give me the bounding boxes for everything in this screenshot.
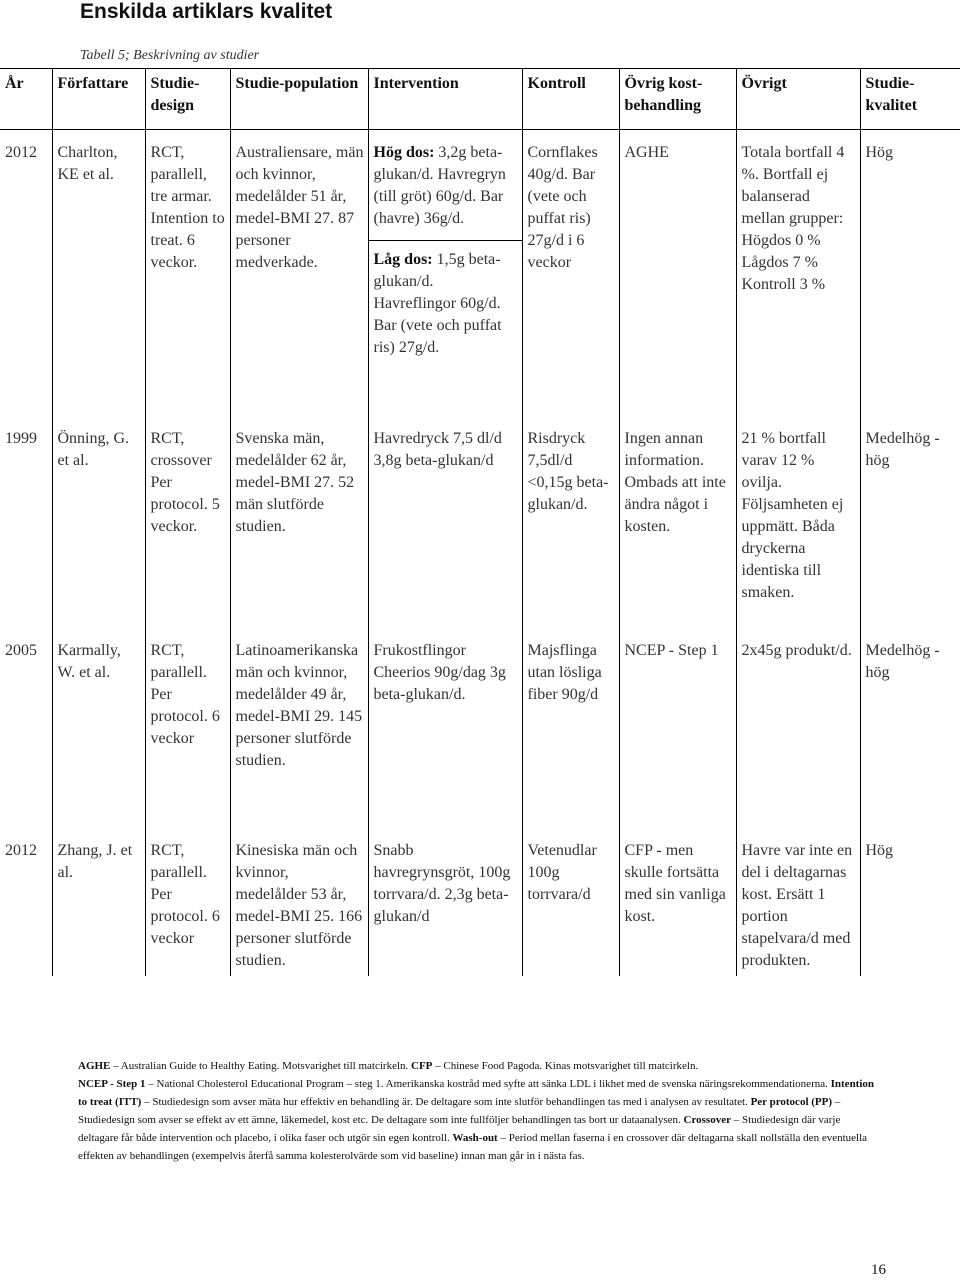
table-row-onning — [0, 414, 960, 638]
header-diet: Övrig kost-behandling — [619, 69, 736, 130]
footnote-text: – Studiedesign som avser mäta hur effektiv en behandling är. De deltagare som inte slutför behandlingen tas med i analysen av resultatet. — [141, 1096, 751, 1108]
cell-intervention — [368, 130, 522, 414]
cell-author: Zhang, J. et al. — [52, 838, 145, 976]
footnote-text: – Chinese Food Pagoda. Kinas motsvarighet till matcirkeln. — [432, 1060, 699, 1072]
table-row-charlton — [0, 130, 960, 414]
table-row-karmally — [0, 638, 960, 838]
low-dose-label: Låg dos: — [373, 251, 433, 268]
cell-design: RCT, parallell. Per protocol. 6 veckor — [145, 838, 230, 976]
cell-year: 2012 — [5, 144, 37, 161]
cell-intervention: Frukostflingor Cheerios 90g/dag 3g beta-glukan/d. — [368, 638, 522, 838]
cell-other: 2x45g produkt/d. — [736, 638, 860, 838]
cell-diet: CFP - men skulle fortsätta med sin vanliga kost. — [619, 838, 736, 976]
footnote-text: – Australian Guide to Healthy Eating. Motsvarighet till matcirkeln. — [110, 1060, 412, 1072]
high-dose-text: 3,2g beta-glukan/d. Havregryn (till gröt) 60g/d. Bar (havre) 36g/d. — [373, 144, 506, 227]
header-year: År — [0, 69, 52, 130]
header-population: Studie-population — [230, 69, 368, 130]
footnote-text: – Studiedesign där varje deltagare får både intervention och placebo, i olika faser och utgör sin egen kontroll. — [78, 1114, 841, 1144]
table-row-zhang — [0, 838, 960, 976]
footnote-term: Crossover — [683, 1114, 731, 1126]
header-intervention: Intervention — [368, 69, 522, 130]
cell-other: Totala bortfall 4 %. Bortfall ej balanserad mellan grupper: Högdos 0 % Lågdos 7 % Kontroll 3 % — [736, 130, 860, 414]
cell-population: Svenska män, medelålder 62 år, medel-BMI 27. 52 män slutförde studien. — [230, 414, 368, 638]
cell-intervention: Havredryck 7,5 dl/d 3,8g beta-glukan/d — [368, 414, 522, 638]
header-author: Författare — [52, 69, 145, 130]
cell-design: RCT, parallell, tre armar. Intention to treat. 6 veckor. — [145, 130, 230, 414]
footnote-text: – Studiedesign som avser se effekt av ett ämne, läkemedel, kost etc. De deltagare som inte fullföljer behandlingen tas bort ur dataanalysen. — [78, 1096, 841, 1126]
footnote-term: CFP — [411, 1060, 433, 1072]
cell-quality: Medelhög -hög — [860, 414, 960, 638]
cell-control: Cornflakes 40g/d. Bar (vete och puffat ris) 27g/d i 6 veckor — [522, 130, 619, 414]
cell-control: Risdryck 7,5dl/d <0,15g beta-glukan/d. — [522, 414, 619, 638]
cell-author: Önning, G. et al. — [52, 414, 145, 638]
footnote-line — [78, 1057, 878, 1075]
cell-other: 21 % bortfall varav 12 % ovilja. Följsamheten ej uppmätt. Båda dryckerna identiska till smaken. — [736, 414, 860, 638]
table-caption: Tabell 5; Beskrivning av studier — [80, 48, 260, 63]
cell-diet: AGHE — [619, 130, 736, 414]
cell-quality: Medelhög -hög — [860, 638, 960, 838]
cell-quality: Hög — [860, 130, 960, 414]
studies-table — [0, 68, 960, 976]
footnote-term: Per protocol (PP) — [750, 1096, 833, 1108]
cell-quality: Hög — [860, 838, 960, 976]
cell-control: Vetenudlar 100g torrvara/d — [522, 838, 619, 976]
footnote-line — [78, 1075, 878, 1165]
header-design: Studie-design — [145, 69, 230, 130]
cell-author: Karmally, W. et al. — [52, 638, 145, 838]
cell-design: RCT, parallell. Per protocol. 6 veckor — [145, 638, 230, 838]
footnotes — [78, 1057, 878, 1165]
cell-other: Havre var inte en del i deltagarnas kost. Ersätt 1 portion stapelvara/d med produkten. — [736, 838, 860, 976]
cell-year: 2012 — [5, 841, 37, 859]
cell-diet: NCEP - Step 1 — [619, 638, 736, 838]
footnote-text: – National Cholesterol Educational Program – steg 1. Amerikanska kostråd med syfte att sänka LDL i likhet med de svenska näringsrekommendationerna. — [145, 1078, 831, 1090]
footnote-text: – Period mellan faserna i en crossover där deltagarna skall nollställa den eventuella effekten av behandlingen (exempelvis återfå samma kolesterolvärde som vid baseline) innan man går in i nästa fas. — [78, 1132, 868, 1162]
table-header-row — [0, 69, 960, 130]
cell-design: RCT, crossover Per protocol. 5 veckor. — [145, 414, 230, 638]
cell-intervention: Snabb havregrynsgröt, 100g torrvara/d. 2,3g beta-glukan/d — [368, 838, 522, 976]
cell-year: 2005 — [5, 641, 37, 659]
header-other: Övrigt — [736, 69, 860, 130]
cell-diet: Ingen annan information. Ombads att inte ändra något i kosten. — [619, 414, 736, 638]
header-quality: Studie-kvalitet — [860, 69, 960, 130]
high-dose-label: Hög dos: — [373, 144, 435, 161]
low-dose-text: 1,5g beta-glukan/d. Havreflingor 60g/d. Bar (vete och puffat ris) 27g/d. — [373, 251, 502, 356]
section-heading: Enskilda artiklars kvalitet — [80, 0, 333, 23]
cell-control: Majsflinga utan lösliga fiber 90g/d — [522, 638, 619, 838]
header-control: Kontroll — [522, 69, 619, 130]
cell-population: Latinoamerikanska män och kvinnor, medelålder 49 år, medel-BMI 29. 145 personer slutförde studien. — [230, 638, 368, 838]
page-number: 16 — [871, 1262, 886, 1278]
low-dose-block — [369, 240, 522, 359]
footnote-term: Intention to treat (ITT) — [78, 1078, 875, 1108]
cell-author: Charlton, KE et al. — [52, 130, 145, 414]
footnote-term: AGHE — [78, 1060, 111, 1072]
cell-population: Australiensare, män och kvinnor, medelålder 51 år, medel-BMI 27. 87 personer medverkade. — [230, 130, 368, 414]
cell-population: Kinesiska män och kvinnor, medelålder 53 år, medel-BMI 25. 166 personer slutförde studien. — [230, 838, 368, 976]
footnote-term: NCEP - Step 1 — [78, 1078, 146, 1090]
footnote-term: Wash-out — [452, 1132, 498, 1144]
cell-year: 1999 — [5, 429, 37, 447]
